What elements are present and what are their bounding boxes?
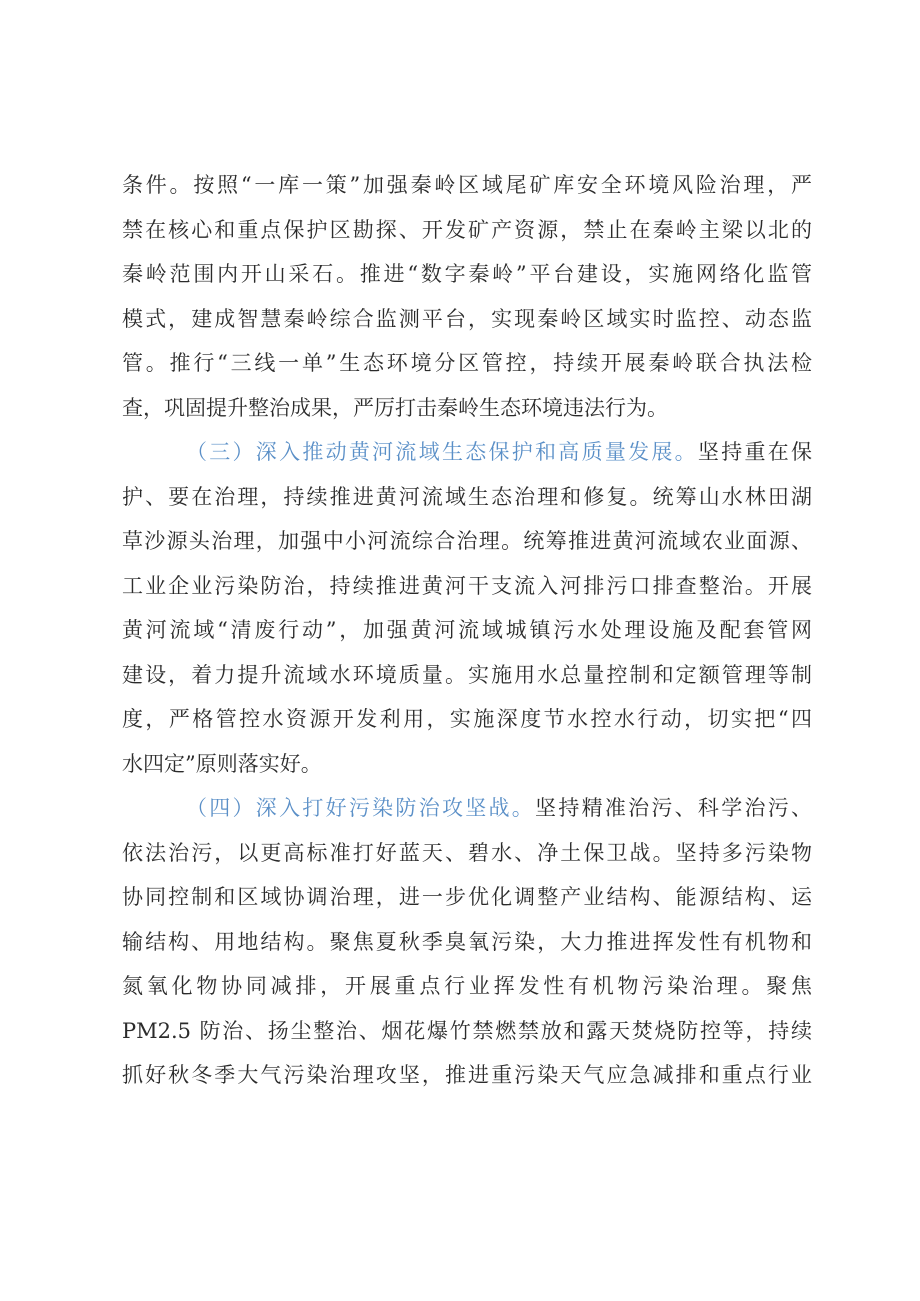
text-line: 抓好秋冬季大气污染治理攻坚，推进重污染天气应急减排和重点行业: [122, 1063, 812, 1087]
text-line: 黄河流域“清废行动”，加强黄河流域城镇污水处理设施及配套管网: [122, 618, 812, 642]
text-line: 查，巩固提升整治成果，严厉打击秦岭生态环境违法行为。: [122, 395, 668, 420]
section-heading-3: （三）深入推动黄河流域生态保护和高质量发展。: [186, 440, 698, 464]
text-fragment: 坚持精准治污、科学治污、: [535, 796, 812, 820]
text-line: 管。推行“三线一单”生态环境分区管控，持续开展秦岭联合执法检: [122, 351, 812, 375]
text-line: 水四定”原则落实好。: [122, 751, 322, 776]
text-line: 工业企业污染防治，持续推进黄河干支流入河排污口排查整治。开展: [122, 573, 812, 598]
paragraph-pollution: [122, 786, 812, 1098]
paragraph-yellow-river: [122, 430, 812, 786]
text-line: 度，严格管控水资源开发利用，实施深度节水控水行动，切实把“四: [122, 707, 812, 731]
paragraph-qinling: [122, 163, 812, 430]
text-line: 护、要在治理，持续推进黄河流域生态治理和修复。统筹山水林田湖: [122, 484, 812, 509]
text-line: PM2.5 防治、扬尘整治、烟花爆竹禁燃禁放和露天焚烧防控等，持续: [122, 1018, 812, 1043]
text-line: 秦岭范围内开山采石。推进“数字秦岭”平台建设，实施网络化监管: [122, 262, 812, 286]
text-line: 建设，着力提升流域水环境质量。实施用水总量控制和定额管理等制: [122, 662, 812, 687]
text-line: 协同控制和区域协调治理，进一步优化调整产业结构、能源结构、运: [122, 885, 812, 909]
text-line: 模式，建成智慧秦岭综合监测平台，实现秦岭区域实时监控、动态监: [122, 306, 812, 331]
text-line: 输结构、用地结构。聚焦夏秋季臭氧污染，大力推进挥发性有机物和: [122, 929, 812, 954]
text-line-first: [122, 430, 812, 475]
text-line: 草沙源头治理，加强中小河流综合治理。统筹推进黄河流域农业面源、: [122, 529, 812, 553]
text-line: 依法治污，以更高标准打好蓝天、碧水、净土保卫战。坚持多污染物: [122, 840, 812, 865]
text-line: 氮氧化物协同减排，开展重点行业挥发性有机物污染治理。聚焦: [122, 974, 812, 998]
section-heading-4: （四）深入打好污染防治攻坚战。: [186, 796, 536, 820]
text-fragment: 坚持重在保: [697, 440, 812, 464]
text-line: 禁在核心和重点保护区勘探、开发矿产资源，禁止在秦岭主梁以北的: [122, 217, 812, 242]
document-body: [122, 163, 812, 1098]
text-line-first: [122, 786, 812, 831]
text-line: 条件。按照“一库一策”加强秦岭区域尾矿库安全环境风险治理，严: [122, 173, 812, 197]
